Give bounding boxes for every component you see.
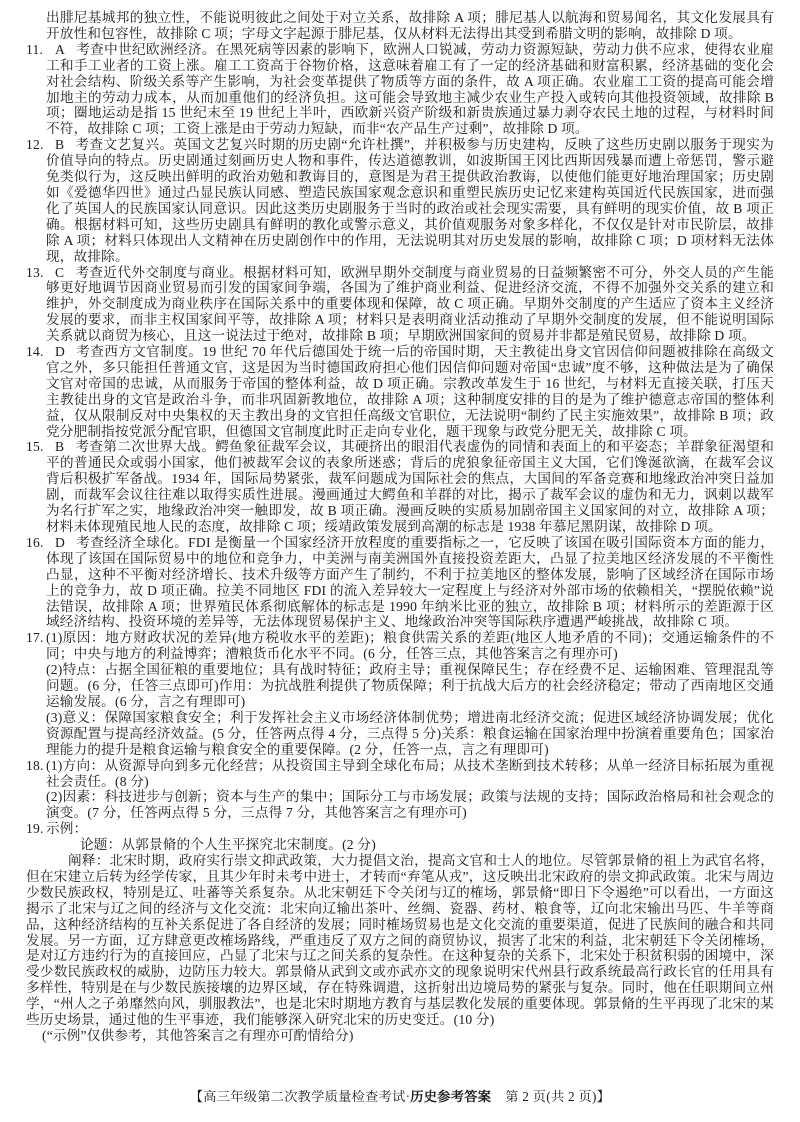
answer-part-2: (2)特点：占据全国征粮的重要地位；具有战时特征；政府主导；重视保障民生；存在经费不足、运输困难、管理混乱等问题。(6 分，任答三点即可)作用：为抗战胜利提供了物质保障；利于抗战大后方的社会经济稳定；带动了西南地区交通运输发展。(6 分，言之有理即可)	[46, 662, 774, 709]
question-number: 17.	[26, 630, 44, 646]
answer-analysis: 考查近代外交制度与商业。根据材料可知，欧洲早期外交制度与商业贸易的日益频繁密不可分，外交人员的产生能够更好地调节因商业贸易而引发的国家间争端，各国为了维护商业利益、促进经济交流，不得不加强外交关系的建立和维护，外交制度成为商业秩序在国际关系中的重要体现和保障，故 C 项正确。早期外交制度的产生适应了资本主义经济发展的要求，而非主权国家间平等，故排除 A 项；材料只是表明商业活动推动了早期外交制度的发展，但不能说明国际关系就以商贸为核心，且这一说法过于绝对，故排除 B 项；早期欧洲国家间的贸易并非都是殖民贸易，故排除 D 项。	[46, 264, 774, 344]
answer-analysis: 考查文艺复兴。英国文艺复兴时期的历史剧“允许杜撰”，并积极参与历史建构，反映了这些历史剧以服务于现实为价值导向的特点。历史剧通过刻画历史人物和事件，传达道德教训，如波斯国王冈比西斯因残暴而遭上帝惩罚，警示避免类似行为，这反映出鲜明的政治劝勉和教诲目的，意图是为君王提供政治教诲，以使他们能更好地治理国家；历史剧如《爱德华四世》通过凸显民族认同感、塑造民族国家观念意识和重塑民族历史记忆来建构英国近代民族国家，进而强化了英国人的民族国家认同意识。因此这类历史剧服务于当时的政治或社会现实需要，具有鲜明的现实价值，故 B 项正确。根据材料可知，这些历史剧具有鲜明的教化或警示意义，其价值观服务对象多样化，不仅仅是针对市民阶层，故排除 A 项；材料只体现出人文精神在历史剧创作中的作用，无法说明其对历史发展的影响，故排除 C 项；D 项材料无法体现，故排除。	[46, 137, 774, 264]
answer-choice: C	[55, 264, 65, 280]
answer-choice: A	[55, 41, 66, 57]
question-number: 13.	[26, 264, 44, 280]
essay-topic: 论题：从郭景脩的个人生平探究北宋制度。(2 分)	[80, 837, 376, 853]
answer-item-13	[26, 265, 774, 345]
answer-item-16	[26, 535, 774, 630]
answer-analysis: 考查经济全球化。FDI 是衡量一个国家经济开放程度的重要指标之一，它反映了该国在吸引国际资本方面的能力，体现了该国在国际贸易中的地位和竞争力，中美洲与南美洲国外直接投资差距大，凸显了拉美地区经济发展的不平衡性凸显，这种不平衡对经济增长、技术升级等方面产生了制约，不利于拉美地区的整体发展，影响了区域经济在国际市场上的竞争力，故 D 项正确。拉美不同地区 FDI 的流入差异较大一定程度上与经济对外部市场的依赖相关，“摆脱依赖”说法错误，故排除 A 项；世界殖民体系彻底解体的标志是 1990 年纳米比亚的独立，故排除 B 项；材料所示的差距源于区域经济结构、投资环境的差异等，无法体现贸易保护主义、地缘政治冲突等国际秩序遭遇严峻挑战，故排除 C 项。	[46, 534, 774, 630]
document-body	[26, 10, 774, 1044]
footer-separator-dot: ·	[405, 1089, 411, 1104]
question-number: 16.	[26, 534, 44, 550]
continuation-paragraph: 出腓尼基城邦的独立性，不能说明彼此之间处于对立关系，故排除 A 项；腓尼基人以航海和贸易闻名，其文化发展具有开放性和包容性，故排除 C 项；字母文字起源于腓尼基，仅从材料无法得出其受到希腊文明的影响，故排除 D 项。	[46, 10, 774, 41]
answer-analysis: 考查中世纪欧洲经济。在黑死病等因素的影响下，欧洲人口锐减，劳动力资源短缺，劳动力供不应求，使得农业雇工和手工业者的工资上涨。雇工工资高于谷物价格，这意味着雇工有了一定的经济基础和财富积累，经济基础的变化会对社会结构、阶级关系等产生影响，为社会变革提供了物质等方面的条件，故 A 项正确。农业雇工工资的提高可能会增加地主的劳动力成本，从而加重他们的经济负担。这可能会导致地主减少农业生产投入或转向其他投资领域，故排除 B 项；圈地运动是指 15 世纪末至 19 世纪上半叶，西欧新兴资产阶级和新贵族通过暴力剥夺农民土地的过程，与材料时间不符，故排除 C 项；工资上涨是由于劳动力短缺，而非“农产品生产过剩”，故排除 D 项。	[46, 41, 774, 137]
footer-exam-title: 高三年级第二次教学质量检查考试	[203, 1089, 406, 1104]
answer-part-1: (1)方向：从资源导向到多元化经营；从投资国主导到全球化布局；从技术垄断到技术转移；从单一经济目标拓展为重视社会责任。(8 分)	[46, 757, 774, 789]
essay-explanation: 阐释：北宋时期，政府实行崇文抑武政策，大力提倡文治，提高文官和士人的地位。尽管郭景脩的祖上为武官名将，但在宋建立后转为经学传家，且其少年时未考中进士，才转而“弃笔从戎”，这反映出北宋政府的崇文抑武政策。北宋与周边少数民族政权，特别是辽、吐蕃等关系复杂。从北宋朝廷下令关闭与辽的榷场，郭景脩“即日下令遏绝”可以看出，一方面这揭示了北宋与辽之间的经济与文化交流：北宋向辽输出茶叶、丝绸、瓷器、药材、粮食等，辽向北宋输出马匹、牛羊等商品，这种经济结构的互补关系促进了各自经济的发展；同时榷场贸易也是文化交流的重要渠道，促进了民族间的融合和共同发展。另一方面，辽方肆意更改榷场路线，严重违反了双方之间的商贸协议，损害了北宋的利益，北宋朝廷下令关闭榷场，是对辽方违约行为的直接回应，凸显了北宋与辽之间关系的复杂性。在这种复杂的关系下，北宋处于积贫积弱的困境中，深受少数民族政权的威胁，边防压力较大。郭景脩从武到文或亦武亦文的现象说明宋代州县行政系统最高行政长官的任用具有多样性，特别是在与少数民族接壤的边界区域，存在特殊调遣，这折射出边境局势的紧张与复杂。同时，他在任职期间立州学，“州人之子弟靡然向风，驯服教法”，也是北宋时期地方教育与基层教化发展的重要体现。郭景脩的生平再现了北宋的某些历史场景，通过他的生平事迹，我们能够深入研究北宋的历史变迁。(10 分)	[26, 853, 774, 1028]
answer-choice: D	[55, 534, 66, 550]
answer-part-2: (2)因素：科技进步与创新；资本与生产的集中；国际分工与市场发展；政策与法规的支持；国际政治格局和社会观念的演变。(7 分，任答两点得 5 分，三点得 7 分，其他答案言之有理亦可)	[46, 789, 774, 821]
question-number: 18.	[26, 757, 44, 773]
question-number: 11.	[26, 41, 44, 57]
answer-item-19	[26, 821, 774, 1044]
answer-item-18	[26, 758, 774, 822]
question-number: 14.	[26, 344, 44, 360]
answer-item-17	[26, 630, 774, 757]
answer-part-3: (3)意义：保障国家粮食安全；利于发挥社会主义市场经济体制优势；增进南北经济交流；促进区域经济协调发展；优化资源配置与提高经济效益。(5 分，任答两点得 4 分，三点得 5 分)关系：粮食运输在国家治理中扮演着重要角色；国家治理能力的提升是粮食运输与粮食安全的重要保障。(2 分，任答一点，言之有理即可)	[46, 709, 774, 757]
answer-choice: D	[55, 344, 66, 360]
grading-note: (“示例”仅供参考，其他答案言之有理亦可酌情给分)	[42, 1028, 354, 1043]
answer-choice: B	[55, 439, 65, 455]
answer-item-14	[26, 344, 774, 439]
question-number: 19.	[26, 821, 44, 837]
footer-subject-title: 历史参考答案	[410, 1089, 492, 1104]
page-footer	[0, 1086, 800, 1105]
footer-bracket-open: 【	[189, 1089, 204, 1104]
answer-part-1: (1)原因：地方财政状况的差异(地方税收水平的差距)；粮食供需关系的差距(地区人地矛盾的不同)；交通运输条件的不同；中央与地方的利益博弈；漕粮货币化水平不同。(6 分，任答三点，其他答案言之有理亦可)	[46, 630, 774, 662]
answer-analysis: 考查西方文官制度。19 世纪 70 年代后德国处于统一后的帝国时期，天主教徒出身文官因信仰问题被排除在高级文官之外，多只能担任普通文官，这是因为当时德国政府担心他们因信仰问题对帝国“忠诚”度不够，这种做法是为了确保文官对帝国的忠诚，从而服务于帝国的整体利益，故 D 项正确。宗教改革发生于 16 世纪，与材料无直接关联，打压天主教徒出身的文官是政治斗争，而非巩固新教地位，故排除 A 项；这种制度安排的目的是为了维护德意志帝国的整体利益，仅从限制反对中央集权的天主教出身的文官担任高级文官职位，无法说明“制约了民主实施效果”，故排除 B 项；政党分肥制指按党派分配官职，但德国文官制度此时正走向专业化，题干现象与政党分肥无关，故排除 C 项。	[46, 344, 774, 439]
answer-item-12	[26, 137, 774, 264]
footer-bracket-close: 】	[596, 1089, 611, 1104]
footer-page-number: 第 2 页(共 2 页)	[505, 1089, 597, 1104]
question-number: 15.	[26, 439, 44, 455]
answer-item-11	[26, 42, 774, 137]
question-number: 12.	[26, 137, 44, 153]
answer-item-15	[26, 439, 774, 534]
answer-analysis: 考查第二次世界大战。鳄鱼象征裁军会议，其硬挤出的眼泪代表虚伪的同情和表面上的和平姿态；羊群象征渴望和平的普通民众或弱小国家，他们被裁军会议的表象所迷惑；背后的虎狼象征帝国主义大国，它们馋涎欲滴，在裁军会议背后积极扩军备战。1934 年，国际局势紧张，裁军问题成为国际社会的焦点，大国间的军备竞赛和地缘政治冲突日益加剧，而裁军会议往往难以取得实质性进展。漫画通过大鳄鱼和羊群的对比，揭示了裁军会议的虚伪和无力，讽刺以裁军为名行扩军之实，地缘政治冲突一触即发，故 B 项正确。漫画反映的实质易加剧帝国主义国家间的对立，故排除 A 项；材料未体现殖民地人民的态度，故排除 C 项；绥靖政策发展到高潮的标志是 1938 年慕尼黑阴谋，故排除 D 项。	[46, 439, 774, 534]
example-label: 示例：	[46, 821, 88, 837]
answer-choice: B	[55, 137, 65, 153]
